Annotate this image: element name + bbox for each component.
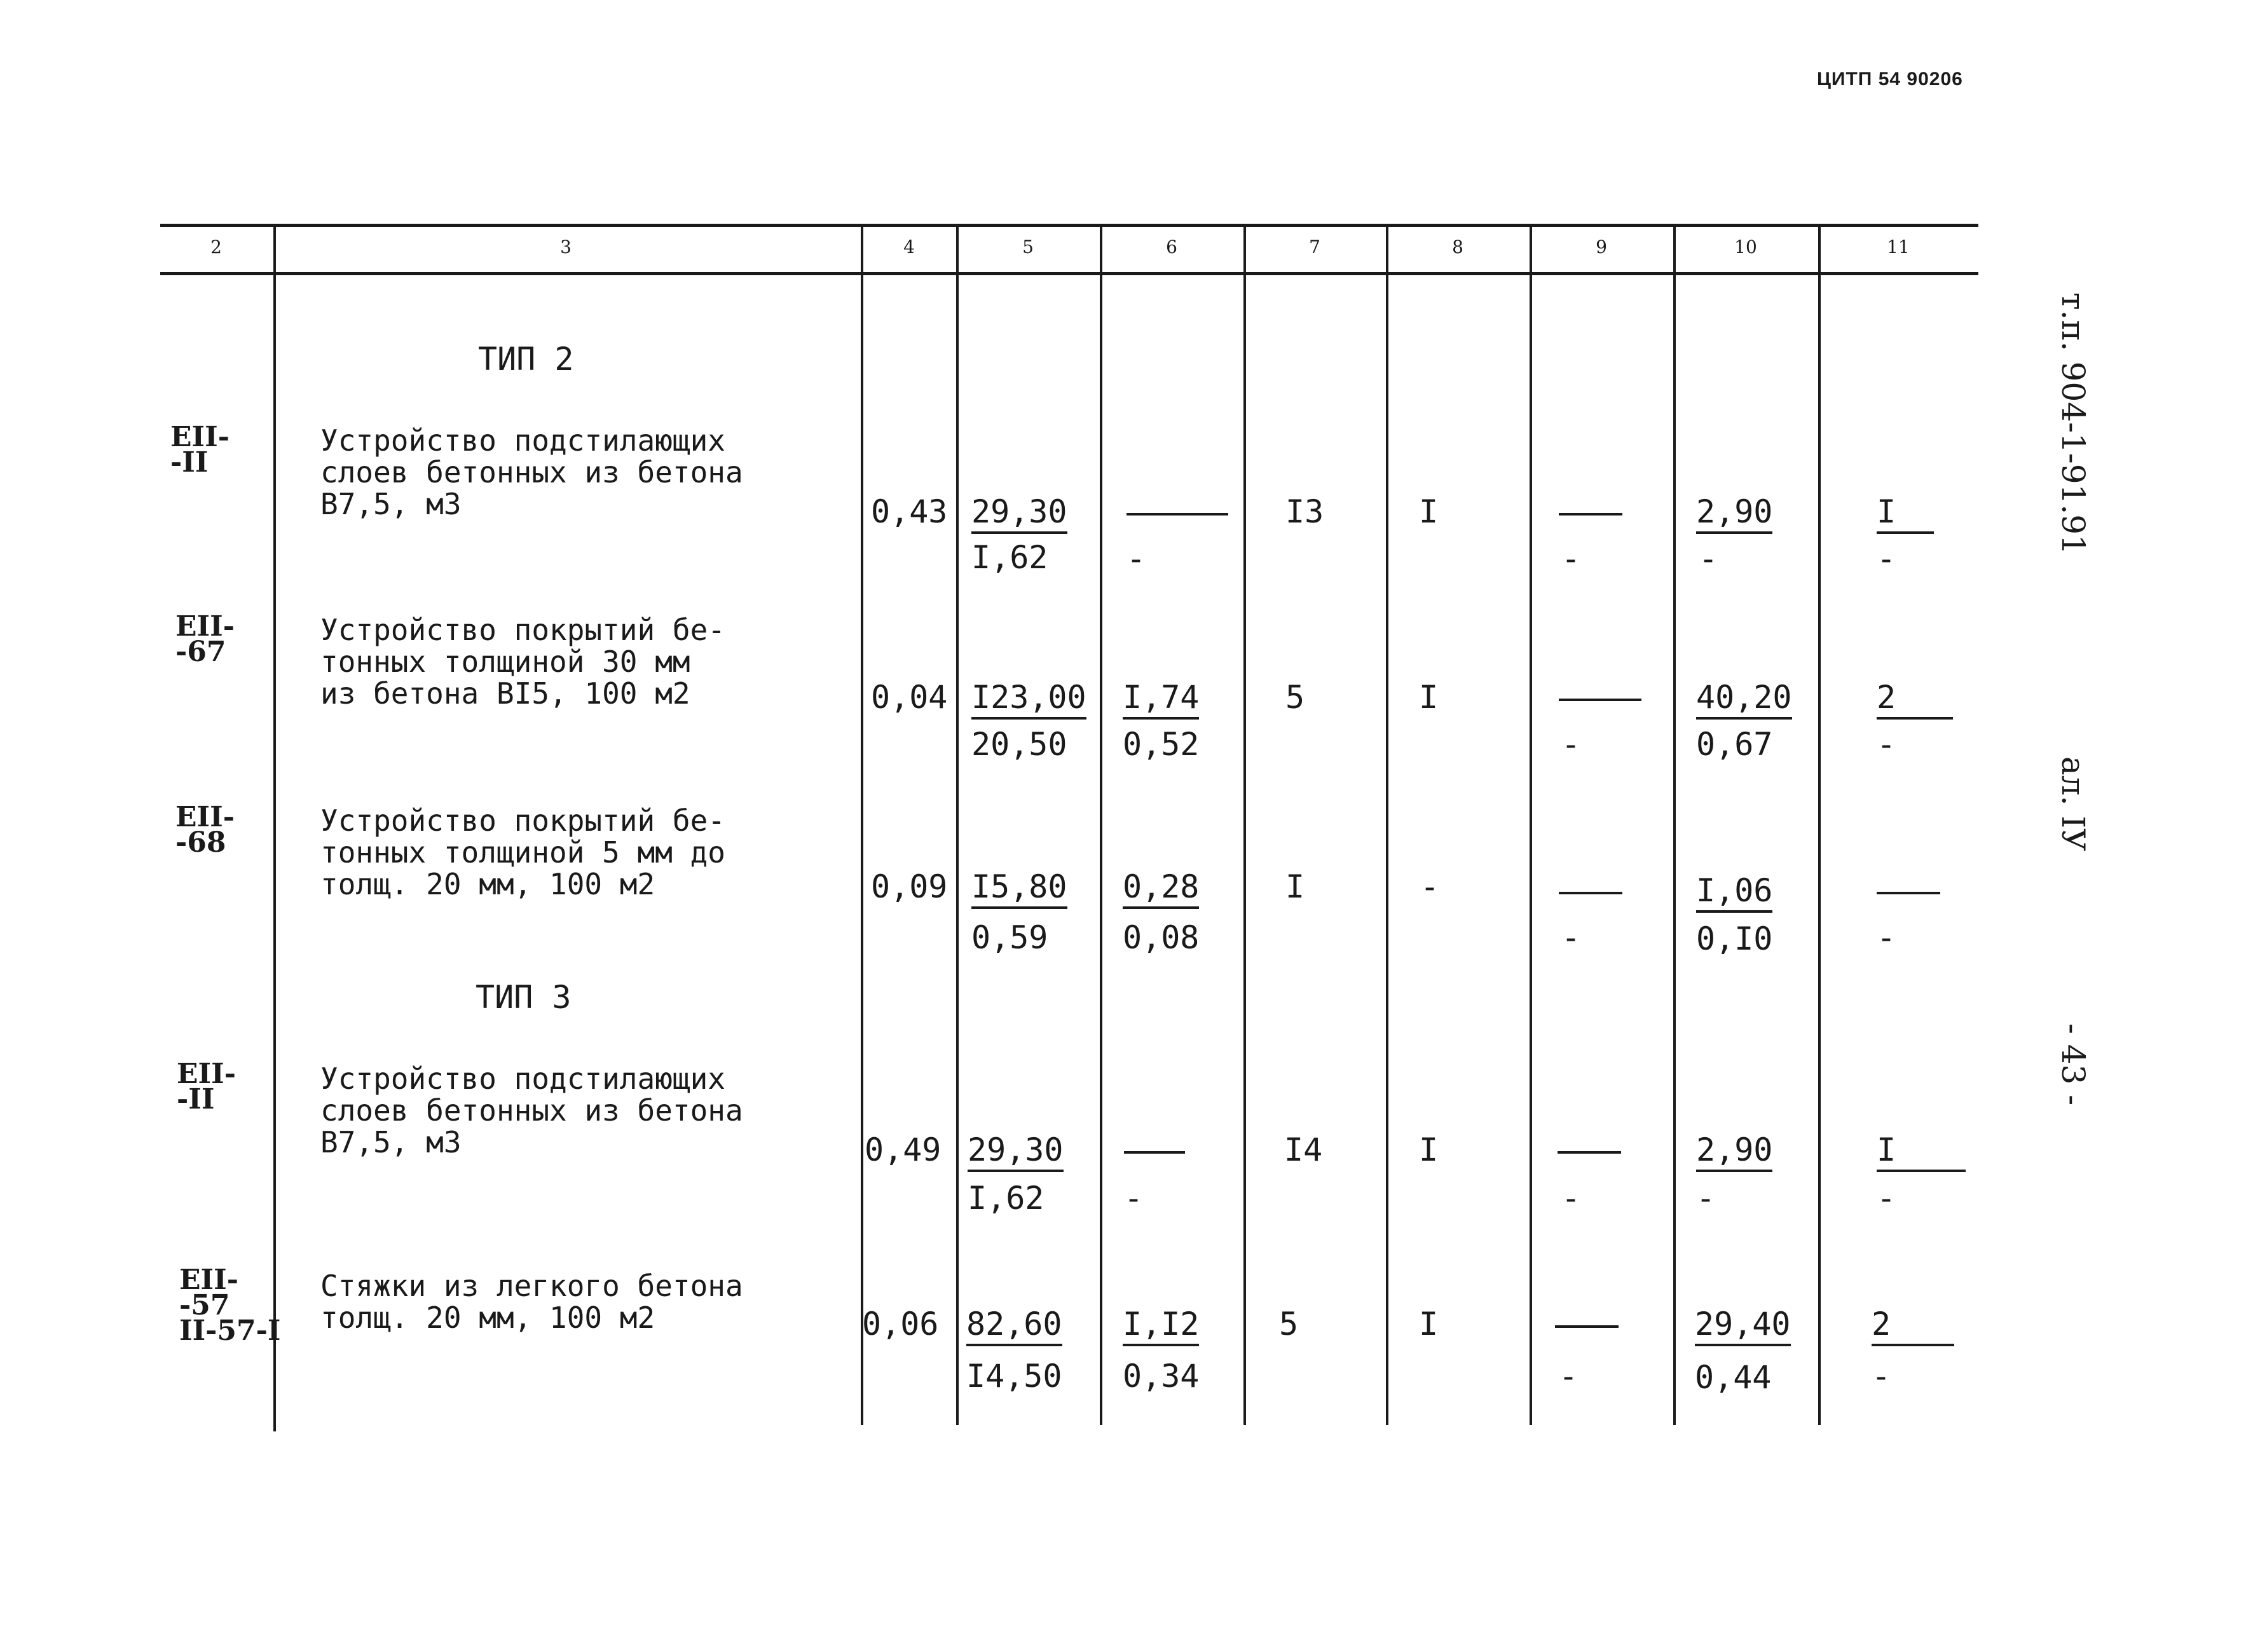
cell-c6-bottom: -	[1126, 540, 1146, 577]
cell-c7: I	[1285, 868, 1305, 905]
side-label-page: - 43 -	[2055, 1023, 2092, 1106]
section-heading: ТИП 2	[478, 341, 574, 378]
column-divider	[1530, 224, 1532, 1425]
column-number: 4	[903, 236, 915, 257]
cell-c9-bottom: -	[1559, 1358, 1578, 1395]
cell-c6-bottom: 0,52	[1123, 726, 1200, 763]
cell-c7: I3	[1285, 493, 1324, 530]
cell-c9-top	[1555, 1306, 1619, 1342]
cell-c7: 5	[1285, 679, 1305, 716]
side-label-series: т.п. 904-1-91.91	[2055, 292, 2092, 555]
row-description: Устройство покрытий бе- тонных толщиной 30 мм из бетона ВI5, 100 м2	[320, 613, 725, 711]
cell-c9-bottom: -	[1561, 726, 1581, 763]
cell-c5-top: 29,30	[971, 493, 1067, 534]
row-code: ЕII- -II	[170, 421, 229, 479]
cell-c4: 0,04	[871, 679, 948, 716]
side-label-album: ал. IУ	[2055, 756, 2092, 852]
cell-c11-top: I	[1877, 493, 1934, 534]
cell-c11-bottom: -	[1877, 540, 1896, 577]
cell-c5-top: 29,30	[968, 1131, 1064, 1172]
column-number: 10	[1734, 236, 1757, 257]
cell-c10-top: 40,20	[1696, 679, 1792, 720]
column-number: 9	[1596, 236, 1607, 257]
column-divider	[861, 224, 863, 1425]
column-divider	[1100, 224, 1102, 1425]
cell-c9-top	[1559, 493, 1622, 530]
cell-c9-top	[1559, 872, 1622, 909]
table-header-rule	[160, 272, 1978, 275]
column-divider	[1818, 224, 1821, 1425]
cell-c4: 0,09	[871, 868, 948, 905]
cell-c11-bottom: -	[1877, 726, 1896, 763]
cell-c8: -	[1420, 868, 1440, 905]
cell-c11-bottom: -	[1877, 919, 1896, 956]
cell-c11-top	[1877, 872, 1940, 909]
column-divider	[1386, 224, 1388, 1425]
table-top-rule	[160, 224, 1978, 227]
cell-c9-bottom: -	[1561, 919, 1581, 956]
cell-c7: 5	[1279, 1306, 1299, 1342]
cell-c5-top: I23,00	[971, 679, 1086, 720]
column-number: 7	[1309, 236, 1320, 257]
cell-c6-top	[1124, 1131, 1185, 1168]
column-divider	[273, 224, 276, 1431]
cell-c10-bottom: 0,67	[1696, 726, 1773, 763]
cell-c6-top	[1126, 493, 1228, 530]
row-code: ЕII- -57 II-57-I	[179, 1264, 281, 1347]
column-number: 2	[210, 236, 222, 257]
row-description: Стяжки из легкого бетона толщ. 20 мм, 100 м2	[320, 1269, 743, 1335]
section-heading: ТИП 3	[476, 979, 572, 1016]
cell-c11-bottom: -	[1877, 1180, 1896, 1217]
cell-c11-top: 2	[1877, 679, 1953, 720]
cell-c6-bottom: -	[1124, 1180, 1144, 1217]
cell-c8: I	[1419, 679, 1439, 716]
column-number: 6	[1166, 236, 1177, 257]
cell-c9-top	[1558, 1131, 1621, 1168]
row-code: ЕII- -II	[177, 1058, 236, 1116]
cell-c10-bottom: -	[1699, 540, 1718, 577]
row-code: ЕII- -67	[175, 610, 235, 668]
cell-c10-top: I,06	[1696, 872, 1772, 913]
column-divider	[956, 224, 959, 1425]
cell-c5-bottom: I,62	[968, 1180, 1044, 1217]
row-description: Устройство подстилающих слоев бетонных из бетона В7,5, м3	[320, 1062, 743, 1159]
cell-c7: I4	[1284, 1131, 1323, 1168]
cell-c6-bottom: 0,08	[1123, 919, 1200, 956]
cell-c5-top: I5,80	[971, 868, 1067, 909]
cell-c9-bottom: -	[1561, 540, 1581, 577]
cell-c10-bottom: -	[1696, 1180, 1716, 1217]
cell-c5-bottom: I,62	[971, 539, 1048, 576]
cell-c8: I	[1419, 1131, 1439, 1168]
cell-c5-top: 82,60	[966, 1306, 1062, 1346]
column-divider	[1673, 224, 1676, 1425]
cell-c6-top: I,74	[1123, 679, 1199, 720]
cell-c5-bottom: 0,59	[971, 919, 1048, 956]
cell-c9-top	[1559, 679, 1641, 716]
cell-c6-bottom: 0,34	[1123, 1358, 1200, 1395]
cell-c6-top: 0,28	[1123, 868, 1199, 909]
column-number: 3	[560, 236, 572, 257]
column-number: 5	[1022, 236, 1034, 257]
column-number: 8	[1452, 236, 1463, 257]
row-description: Устройство покрытий бе- тонных толщиной 5 мм до толщ. 20 мм, 100 м2	[320, 803, 725, 901]
cell-c4: 0,06	[862, 1306, 939, 1342]
cell-c5-bottom: 20,50	[971, 726, 1067, 763]
cell-c8: I	[1419, 1306, 1439, 1342]
cell-c4: 0,43	[871, 493, 948, 530]
cell-c10-bottom: 0,44	[1695, 1359, 1772, 1396]
row-code: ЕII- -68	[175, 801, 235, 859]
cell-c10-top: 29,40	[1695, 1306, 1791, 1346]
column-number: 11	[1887, 236, 1910, 257]
cell-c11-top: 2	[1872, 1306, 1954, 1346]
cell-c4: 0,49	[865, 1131, 942, 1168]
cell-c8: I	[1419, 493, 1439, 530]
cell-c10-bottom: 0,I0	[1696, 920, 1773, 957]
document-code: ЦИТП 54 90206	[1817, 69, 1963, 90]
column-divider	[1243, 224, 1246, 1425]
cell-c11-top: I	[1877, 1131, 1966, 1172]
cell-c10-top: 2,90	[1696, 493, 1772, 534]
cell-c9-bottom: -	[1561, 1180, 1581, 1217]
cell-c5-bottom: I4,50	[966, 1358, 1062, 1395]
cell-c10-top: 2,90	[1696, 1131, 1772, 1172]
cell-c11-bottom: -	[1872, 1358, 1891, 1395]
cell-c6-top: I,I2	[1123, 1306, 1199, 1346]
row-description: Устройство подстилающих слоев бетонных из бетона В7,5, м3	[320, 423, 743, 521]
